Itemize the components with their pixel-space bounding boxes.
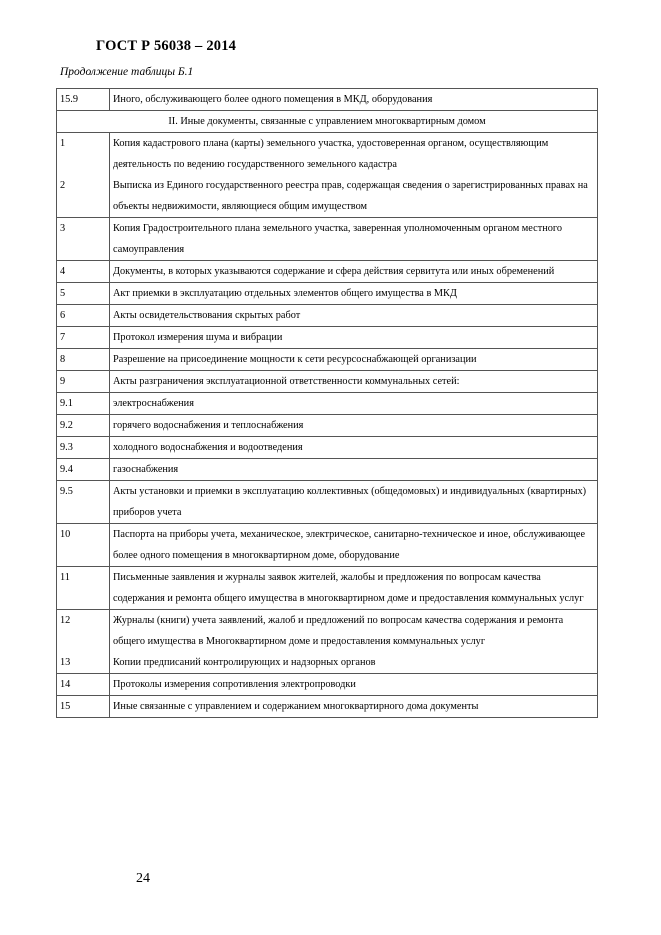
row-text: Документы, в которых указываются содержание и сфера действия сервитута или иных обременений — [113, 266, 555, 277]
row-number: 7 — [60, 332, 66, 343]
row-text: Протокол измерения шума и вибрации — [113, 332, 283, 343]
section-heading-row — [57, 111, 598, 133]
row-text: электроснабжения — [113, 398, 194, 409]
row-text: Письменные заявления и журналы заявок жителей, жалобы и предложения по вопросам качества содержания и ремонта общего имущества в многоквартирном доме и предоставления коммунальных услуг — [113, 572, 584, 604]
row-number-cell — [57, 459, 110, 481]
row-number-cell — [57, 218, 110, 261]
row-text: газоснабжения — [113, 464, 179, 475]
table-row — [57, 674, 598, 696]
row-number-cell — [57, 133, 110, 218]
table-row — [57, 283, 598, 305]
table-row — [57, 371, 598, 393]
table-row — [57, 327, 598, 349]
row-number: 14 — [60, 679, 71, 690]
row-text-cell — [110, 567, 598, 610]
row-number: 9 — [60, 376, 66, 387]
row-text-cell — [110, 349, 598, 371]
table-row — [57, 459, 598, 481]
table-row — [57, 89, 598, 111]
documents-table — [56, 88, 598, 718]
row-number: 15 — [60, 701, 71, 712]
row-number: 6 — [60, 310, 66, 321]
table-row — [57, 393, 598, 415]
row-text: Копия кадастрового плана (карты) земельного участка, удостоверенная органом, осуществляющим деятельность по ведению государственного земельного кадастра — [113, 138, 549, 170]
row-number: 10 — [60, 529, 71, 540]
table-row — [57, 133, 598, 218]
row-number: 5 — [60, 288, 66, 299]
row-text: Иные связанные с управлением и содержанием многоквартирного дома документы — [113, 701, 479, 712]
row-number-cell — [57, 371, 110, 393]
row-text-cell — [110, 327, 598, 349]
row-text-cell — [110, 218, 598, 261]
page-number: 24 — [136, 871, 150, 886]
row-number-cell — [57, 524, 110, 567]
row-text: Выписка из Единого государственного реестра прав, содержащая сведения о зарегистрированных правах на объекты недвижимости, являющиеся общим имуществом — [113, 180, 588, 212]
row-text-cell — [110, 481, 598, 524]
row-number: 3 — [60, 223, 66, 234]
row-number: 4 — [60, 266, 66, 277]
row-number: 1 — [60, 138, 66, 149]
row-number-cell — [57, 349, 110, 371]
row-text: Акт приемки в эксплуатацию отдельных элементов общего имущества в МКД — [113, 288, 457, 299]
row-text: Паспорта на приборы учета, механическое, электрическое, санитарно-техническое и иное, обслуживающее более одного помещения в многоквартирном доме, оборудование — [113, 529, 586, 561]
table-row — [57, 218, 598, 261]
row-number: 9.4 — [60, 464, 73, 475]
row-text-cell — [110, 133, 598, 218]
row-text-cell — [110, 261, 598, 283]
row-text-cell — [110, 674, 598, 696]
row-number: 11 — [60, 572, 70, 583]
table-continuation-caption: Продолжение таблицы Б.1 — [60, 66, 194, 78]
row-text: горячего водоснабжения и теплоснабжения — [113, 420, 304, 431]
table-row — [57, 524, 598, 567]
table-row — [57, 415, 598, 437]
row-text-cell — [110, 371, 598, 393]
row-number-cell — [57, 674, 110, 696]
row-text: Журналы (книги) учета заявлений, жалоб и предложений по вопросам качества содержания и ремонта общего имущества в Многоквартирном доме и предоставления коммунальных услуг — [113, 615, 564, 647]
row-number: 2 — [60, 180, 66, 191]
row-number-cell — [57, 567, 110, 610]
row-number-cell — [57, 261, 110, 283]
row-text-cell — [110, 524, 598, 567]
row-text: Копии предписаний контролирующих и надзорных органов — [113, 657, 376, 668]
table-row — [57, 610, 598, 674]
row-text-cell — [110, 305, 598, 327]
row-text: Копия Градостроительного плана земельного участка, заверенная уполномоченным органом местного самоуправления — [113, 223, 562, 255]
row-text-cell — [110, 283, 598, 305]
row-text-cell — [110, 459, 598, 481]
row-text-cell — [110, 610, 598, 674]
row-text-cell — [110, 415, 598, 437]
row-number-cell — [57, 393, 110, 415]
section-heading: II. Иные документы, связанные с управлением многоквартирным домом — [57, 111, 598, 133]
row-number-cell — [57, 415, 110, 437]
table-row — [57, 349, 598, 371]
row-text: Акты освидетельствования скрытых работ — [113, 310, 301, 321]
row-number-cell — [57, 610, 110, 674]
row-number: 13 — [60, 657, 71, 668]
row-number-cell — [57, 327, 110, 349]
row-number-cell — [57, 305, 110, 327]
row-number: 8 — [60, 354, 66, 365]
row-text: Акты разграничения эксплуатационной ответственности коммунальных сетей: — [113, 376, 460, 387]
document-title: ГОСТ Р 56038 – 2014 — [96, 38, 237, 54]
table-row — [57, 696, 598, 718]
row-text: Иного, обслуживающего более одного помещения в МКД, оборудования — [110, 89, 598, 111]
row-number: 9.1 — [60, 398, 73, 409]
table-row — [57, 437, 598, 459]
row-number: 15.9 — [57, 89, 110, 111]
table-row — [57, 481, 598, 524]
row-number: 9.2 — [60, 420, 73, 431]
row-text: Разрешение на присоединение мощности к сети ресурсоснабжающей организации — [113, 354, 477, 365]
row-number-cell — [57, 283, 110, 305]
row-text-cell — [110, 437, 598, 459]
row-text-cell — [110, 696, 598, 718]
row-number: 12 — [60, 615, 71, 626]
row-text: холодного водоснабжения и водоотведения — [113, 442, 303, 453]
row-number-cell — [57, 481, 110, 524]
row-number: 9.3 — [60, 442, 73, 453]
table-row — [57, 261, 598, 283]
table-row — [57, 567, 598, 610]
table-row — [57, 305, 598, 327]
row-number-cell — [57, 696, 110, 718]
row-text-cell — [110, 393, 598, 415]
row-number-cell — [57, 437, 110, 459]
row-text: Акты установки и приемки в эксплуатацию коллективных (общедомовых) и индивидуальных (квартирных) приборов учета — [113, 486, 587, 518]
row-number: 9.5 — [60, 486, 73, 497]
row-text: Протоколы измерения сопротивления электропроводки — [113, 679, 356, 690]
